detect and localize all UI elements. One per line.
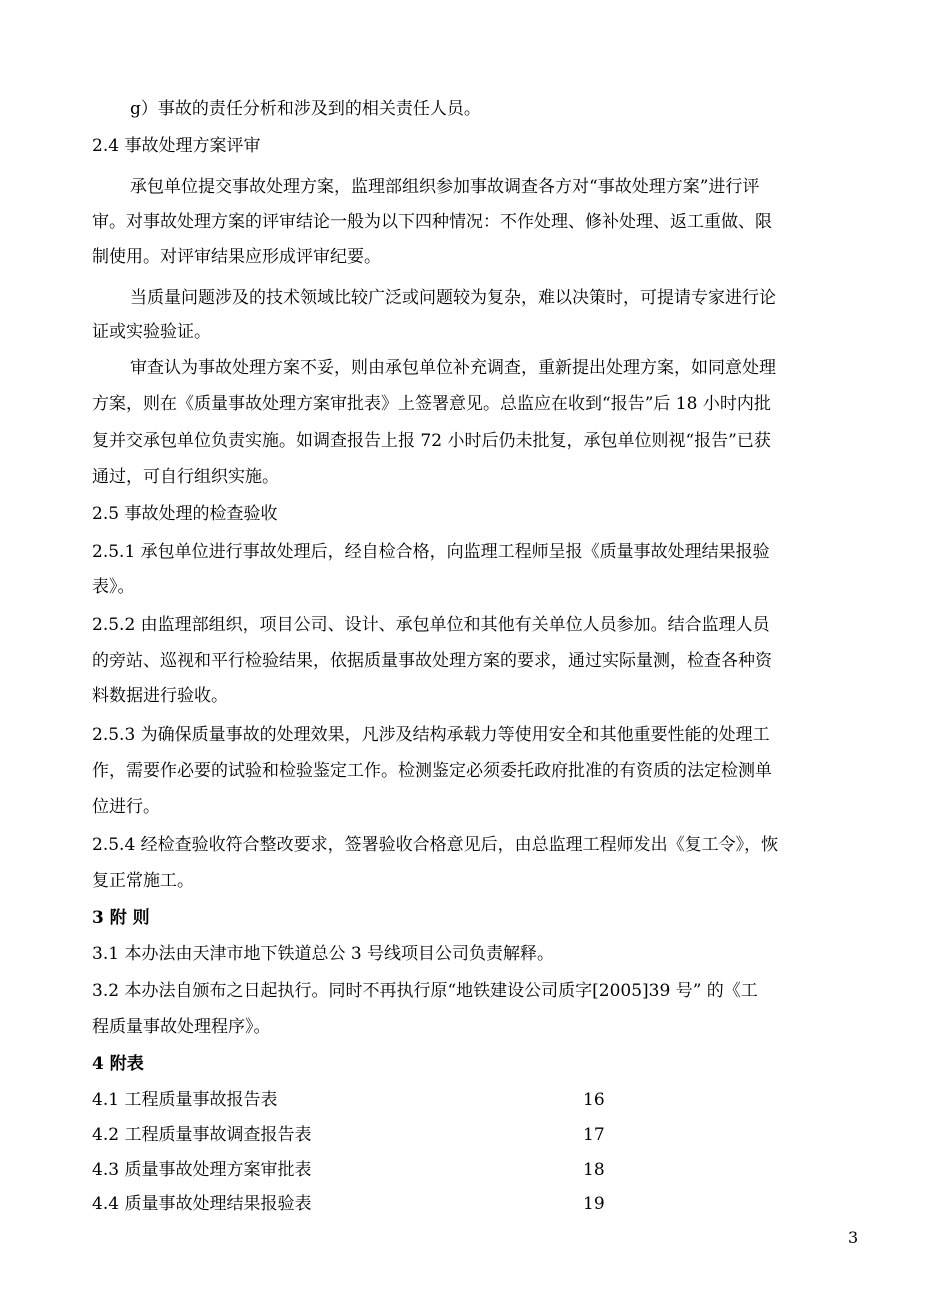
paragraph-line: 制使用。对评审结果应形成评审纪要。 [92,247,381,267]
paragraph-line: 的旁站、巡视和平行检验结果，依据质量事故处理方案的要求，通过实际量测，检查各种资 [92,651,772,671]
paragraph-line: 证或实验验证。 [92,322,211,342]
paragraph-line: 位进行。 [92,797,160,817]
paragraph-line: 程质量事故处理程序》。 [92,1017,271,1037]
toc-entry-page: 16 [583,1090,605,1110]
chapter-heading-3: 3 附 则 [92,908,150,928]
paragraph-line: 表》。 [92,577,135,597]
toc-entry-page: 19 [583,1194,605,1214]
section-heading-2-4: 2.4 事故处理方案评审 [92,136,261,156]
page-number: 3 [848,1228,859,1247]
section-heading-2-5: 2.5 事故处理的检查验收 [92,504,278,524]
paragraph-line: 作，需要作必要的试验和检验鉴定工作。检测鉴定必须委托政府批准的有资质的法定检测单 [92,761,772,781]
paragraph-line: 承包单位提交事故处理方案，监理部组织参加事故调查各方对“事故处理方案”进行评 [130,177,760,197]
paragraph-line: 复并交承包单位负责实施。如调查报告上报 72 小时后仍未批复，承包单位则视“报告”已获 [92,431,771,451]
paragraph-line: 3.1 本办法由天津市地下铁道总公 3 号线项目公司负责解释。 [92,944,555,964]
toc-entry-label: 4.1 工程质量事故报告表 [92,1090,278,1110]
paragraph-line: 料数据进行验收。 [92,686,228,706]
toc-entry-page: 18 [583,1160,605,1180]
paragraph-line: 复正常施工。 [92,871,194,891]
paragraph-line: 通过，可自行组织实施。 [92,467,279,487]
paragraph-line: 2.5.1 承包单位进行事故处理后，经自检合格，向监理工程师呈报《质量事故处理结果报验 [92,542,770,562]
paragraph-line: 2.5.3 为确保质量事故的处理效果，凡涉及结构承载力等使用安全和其他重要性能的处理工 [92,725,770,745]
paragraph-line: 方案，则在《质量事故处理方案审批表》上签署意见。总监应在收到“报告”后 18 小时内批 [92,394,771,414]
toc-entry-label: 4.4 质量事故处理结果报验表 [92,1194,312,1214]
toc-entry-label: 4.2 工程质量事故调查报告表 [92,1125,312,1145]
toc-entry-label: 4.3 质量事故处理方案审批表 [92,1160,312,1180]
paragraph-line: 当质量问题涉及的技术领域比较广泛或问题较为复杂，难以决策时，可提请专家进行论 [130,288,776,308]
paragraph-line: 2.5.2 由监理部组织，项目公司、设计、承包单位和其他有关单位人员参加。结合监理人员 [92,615,770,635]
paragraph-line: 3.2 本办法自颁布之日起执行。同时不再执行原“地铁建设公司质字[2005]39 号” 的《工 [92,981,758,1001]
paragraph-line: 审查认为事故处理方案不妥，则由承包单位补充调查，重新提出处理方案，如同意处理 [130,358,776,378]
paragraph-line: g）事故的责任分析和涉及到的相关责任人员。 [130,99,481,119]
paragraph-line: 2.5.4 经检查验收符合整改要求，签署验收合格意见后，由总监理工程师发出《复工令》，恢 [92,835,779,855]
chapter-heading-4: 4 附表 [92,1054,144,1074]
toc-entry-page: 17 [583,1125,605,1145]
paragraph-line: 审。对事故处理方案的评审结论一般为以下四种情况：不作处理、修补处理、返工重做、限 [92,212,772,232]
